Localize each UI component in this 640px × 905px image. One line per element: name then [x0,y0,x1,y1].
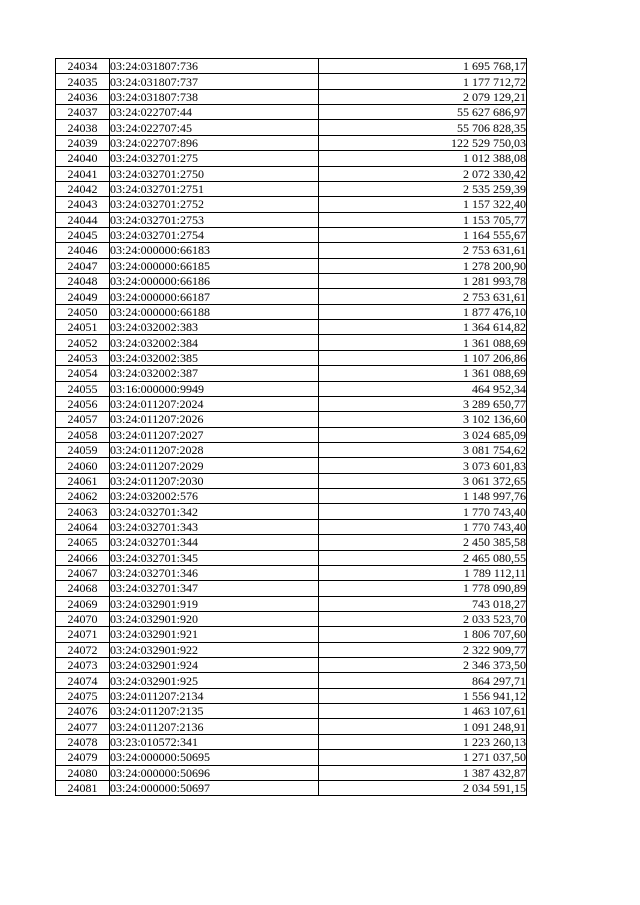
cadastral-value-cell: 1 157 322,40 [319,197,527,212]
cadastral-value-cell: 1 387 432,87 [319,765,527,780]
row-number-cell: 24078 [56,734,110,749]
cadastral-value-cell: 1 164 555,67 [319,227,527,242]
cadastral-number-cell: 03:24:000000:66183 [110,243,319,258]
cadastral-number-cell: 03:24:032701:2752 [110,197,319,212]
cadastral-number-cell: 03:24:000000:50695 [110,750,319,765]
cadastral-value-cell: 2 450 385,58 [319,535,527,550]
row-number-cell: 24050 [56,304,110,319]
cadastral-value-cell: 1 364 614,82 [319,320,527,335]
row-number-cell: 24044 [56,212,110,227]
row-number-cell: 24069 [56,596,110,611]
cadastral-number-cell: 03:24:031807:738 [110,89,319,104]
row-number-cell: 24070 [56,611,110,626]
table-row [56,535,527,550]
cadastral-value-cell: 1 361 088,69 [319,335,527,350]
cadastral-number-cell: 03:24:032002:385 [110,350,319,365]
cadastral-number-cell: 03:24:000000:66188 [110,304,319,319]
row-number-cell: 24076 [56,704,110,719]
table-body [56,59,527,796]
cadastral-value-cell: 1 091 248,91 [319,719,527,734]
row-number-cell: 24079 [56,750,110,765]
row-number-cell: 24072 [56,642,110,657]
cadastral-number-cell: 03:24:022707:896 [110,135,319,150]
cadastral-value-cell: 1 153 705,77 [319,212,527,227]
cadastral-value-cell: 3 073 601,83 [319,458,527,473]
row-number-cell: 24036 [56,89,110,104]
cadastral-number-cell: 03:16:000000:9949 [110,381,319,396]
document-page [55,58,527,796]
cadastral-value-cell: 743 018,27 [319,596,527,611]
table-row [56,335,527,350]
row-number-cell: 24045 [56,227,110,242]
table-row [56,181,527,196]
cadastral-value-cell: 55 706 828,35 [319,120,527,135]
cadastral-number-cell: 03:24:022707:44 [110,105,319,120]
cadastral-number-cell: 03:24:032701:346 [110,565,319,580]
cadastral-value-cell: 1 806 707,60 [319,627,527,642]
cadastral-number-cell: 03:24:011207:2026 [110,412,319,427]
cadastral-value-cell: 1 877 476,10 [319,304,527,319]
cadastral-number-cell: 03:24:000000:50697 [110,780,319,795]
cadastral-number-cell: 03:24:000000:50696 [110,765,319,780]
table-row [56,74,527,89]
cadastral-value-cell: 2 535 259,39 [319,181,527,196]
cadastral-number-cell: 03:24:032002:387 [110,366,319,381]
table-row [56,381,527,396]
cadastral-value-cell: 1 278 200,90 [319,258,527,273]
cadastral-number-cell: 03:24:032701:2753 [110,212,319,227]
row-number-cell: 24042 [56,181,110,196]
cadastral-value-cell: 2 079 129,21 [319,89,527,104]
table-row [56,427,527,442]
table-row [56,611,527,626]
table-row [56,258,527,273]
row-number-cell: 24054 [56,366,110,381]
row-number-cell: 24041 [56,166,110,181]
cadastral-value-cell: 3 289 650,77 [319,396,527,411]
row-number-cell: 24060 [56,458,110,473]
cadastral-number-cell: 03:24:031807:737 [110,74,319,89]
cadastral-value-cell: 864 297,71 [319,673,527,688]
table-row [56,289,527,304]
row-number-cell: 24059 [56,442,110,457]
row-number-cell: 24075 [56,688,110,703]
table-row [56,581,527,596]
table-row [56,750,527,765]
table-row [56,658,527,673]
table-row [56,59,527,74]
cadastral-number-cell: 03:24:011207:2134 [110,688,319,703]
row-number-cell: 24052 [56,335,110,350]
table-row [56,504,527,519]
cadastral-number-cell: 03:24:032901:919 [110,596,319,611]
table-row [56,274,527,289]
table-row [56,396,527,411]
cadastral-value-cell: 1 361 088,69 [319,366,527,381]
table-row [56,489,527,504]
cadastral-number-cell: 03:24:032701:342 [110,504,319,519]
row-number-cell: 24057 [56,412,110,427]
cadastral-value-cell: 2 465 080,55 [319,550,527,565]
cadastral-number-cell: 03:24:011207:2024 [110,396,319,411]
row-number-cell: 24038 [56,120,110,135]
cadastral-value-cell: 3 081 754,62 [319,442,527,457]
row-number-cell: 24068 [56,581,110,596]
row-number-cell: 24046 [56,243,110,258]
cadastral-value-cell: 55 627 686,97 [319,105,527,120]
table-row [56,596,527,611]
cadastral-number-cell: 03:24:011207:2030 [110,473,319,488]
cadastral-value-cell: 2 322 909,77 [319,642,527,657]
table-row [56,458,527,473]
table-row [56,642,527,657]
table-row [56,89,527,104]
table-row [56,320,527,335]
row-number-cell: 24064 [56,519,110,534]
row-number-cell: 24066 [56,550,110,565]
cadastral-number-cell: 03:24:032701:345 [110,550,319,565]
cadastral-value-cell: 1 778 090,89 [319,581,527,596]
cadastral-number-cell: 03:24:011207:2135 [110,704,319,719]
row-number-cell: 24037 [56,105,110,120]
cadastral-number-cell: 03:24:032701:347 [110,581,319,596]
table-row [56,719,527,734]
cadastral-number-cell: 03:24:032701:2751 [110,181,319,196]
cadastral-value-cell: 1 223 260,13 [319,734,527,749]
row-number-cell: 24062 [56,489,110,504]
cadastral-value-cell: 1 271 037,50 [319,750,527,765]
cadastral-value-cell: 2 753 631,61 [319,243,527,258]
cadastral-number-cell: 03:24:031807:736 [110,59,319,74]
row-number-cell: 24080 [56,765,110,780]
table-row [56,105,527,120]
table-row [56,765,527,780]
table-row [56,627,527,642]
row-number-cell: 24074 [56,673,110,688]
row-number-cell: 24048 [56,274,110,289]
cadastral-value-cell: 464 952,34 [319,381,527,396]
cadastral-number-cell: 03:24:022707:45 [110,120,319,135]
row-number-cell: 24055 [56,381,110,396]
cadastral-number-cell: 03:24:011207:2027 [110,427,319,442]
cadastral-number-cell: 03:24:032002:383 [110,320,319,335]
cadastral-number-cell: 03:24:032901:925 [110,673,319,688]
cadastral-number-cell: 03:24:011207:2028 [110,442,319,457]
table-row [56,688,527,703]
cadastral-value-cell: 2 033 523,70 [319,611,527,626]
row-number-cell: 24077 [56,719,110,734]
table-row [56,519,527,534]
cadastral-value-table [55,58,527,796]
cadastral-number-cell: 03:23:010572:341 [110,734,319,749]
table-row [56,442,527,457]
cadastral-value-cell: 3 061 372,65 [319,473,527,488]
cadastral-number-cell: 03:24:000000:66186 [110,274,319,289]
table-row [56,412,527,427]
cadastral-number-cell: 03:24:032701:2754 [110,227,319,242]
cadastral-number-cell: 03:24:032002:576 [110,489,319,504]
cadastral-value-cell: 1 789 112,11 [319,565,527,580]
row-number-cell: 24065 [56,535,110,550]
row-number-cell: 24043 [56,197,110,212]
cadastral-value-cell: 1 012 388,08 [319,151,527,166]
table-row [56,135,527,150]
cadastral-number-cell: 03:24:032901:921 [110,627,319,642]
cadastral-number-cell: 03:24:032701:2750 [110,166,319,181]
cadastral-number-cell: 03:24:032901:924 [110,658,319,673]
row-number-cell: 24056 [56,396,110,411]
table-row [56,565,527,580]
cadastral-number-cell: 03:24:032701:344 [110,535,319,550]
cadastral-number-cell: 03:24:000000:66185 [110,258,319,273]
cadastral-number-cell: 03:24:032901:920 [110,611,319,626]
table-row [56,243,527,258]
table-row [56,704,527,719]
row-number-cell: 24081 [56,780,110,795]
cadastral-value-cell: 1 148 997,76 [319,489,527,504]
cadastral-value-cell: 1 770 743,40 [319,519,527,534]
cadastral-value-cell: 1 770 743,40 [319,504,527,519]
cadastral-number-cell: 03:24:011207:2136 [110,719,319,734]
row-number-cell: 24040 [56,151,110,166]
table-row [56,304,527,319]
cadastral-number-cell: 03:24:000000:66187 [110,289,319,304]
cadastral-value-cell: 3 024 685,09 [319,427,527,442]
table-row [56,212,527,227]
table-row [56,734,527,749]
row-number-cell: 24035 [56,74,110,89]
table-row [56,197,527,212]
cadastral-value-cell: 2 346 373,50 [319,658,527,673]
cadastral-number-cell: 03:24:032002:384 [110,335,319,350]
table-row [56,780,527,795]
table-row [56,120,527,135]
cadastral-value-cell: 1 281 993,78 [319,274,527,289]
row-number-cell: 24063 [56,504,110,519]
row-number-cell: 24051 [56,320,110,335]
row-number-cell: 24058 [56,427,110,442]
cadastral-value-cell: 3 102 136,60 [319,412,527,427]
table-row [56,366,527,381]
table-row [56,550,527,565]
table-row [56,673,527,688]
cadastral-value-cell: 1 177 712,72 [319,74,527,89]
cadastral-number-cell: 03:24:032701:275 [110,151,319,166]
cadastral-value-cell: 1 695 768,17 [319,59,527,74]
cadastral-value-cell: 1 556 941,12 [319,688,527,703]
table-row [56,166,527,181]
row-number-cell: 24061 [56,473,110,488]
cadastral-value-cell: 2 034 591,15 [319,780,527,795]
cadastral-value-cell: 2 753 631,61 [319,289,527,304]
table-row [56,473,527,488]
cadastral-number-cell: 03:24:032901:922 [110,642,319,657]
cadastral-number-cell: 03:24:032701:343 [110,519,319,534]
row-number-cell: 24047 [56,258,110,273]
row-number-cell: 24034 [56,59,110,74]
cadastral-number-cell: 03:24:011207:2029 [110,458,319,473]
cadastral-value-cell: 2 072 330,42 [319,166,527,181]
row-number-cell: 24071 [56,627,110,642]
row-number-cell: 24067 [56,565,110,580]
row-number-cell: 24073 [56,658,110,673]
table-row [56,151,527,166]
table-row [56,350,527,365]
cadastral-value-cell: 122 529 750,03 [319,135,527,150]
row-number-cell: 24039 [56,135,110,150]
row-number-cell: 24053 [56,350,110,365]
cadastral-value-cell: 1 463 107,61 [319,704,527,719]
row-number-cell: 24049 [56,289,110,304]
cadastral-value-cell: 1 107 206,86 [319,350,527,365]
table-row [56,227,527,242]
